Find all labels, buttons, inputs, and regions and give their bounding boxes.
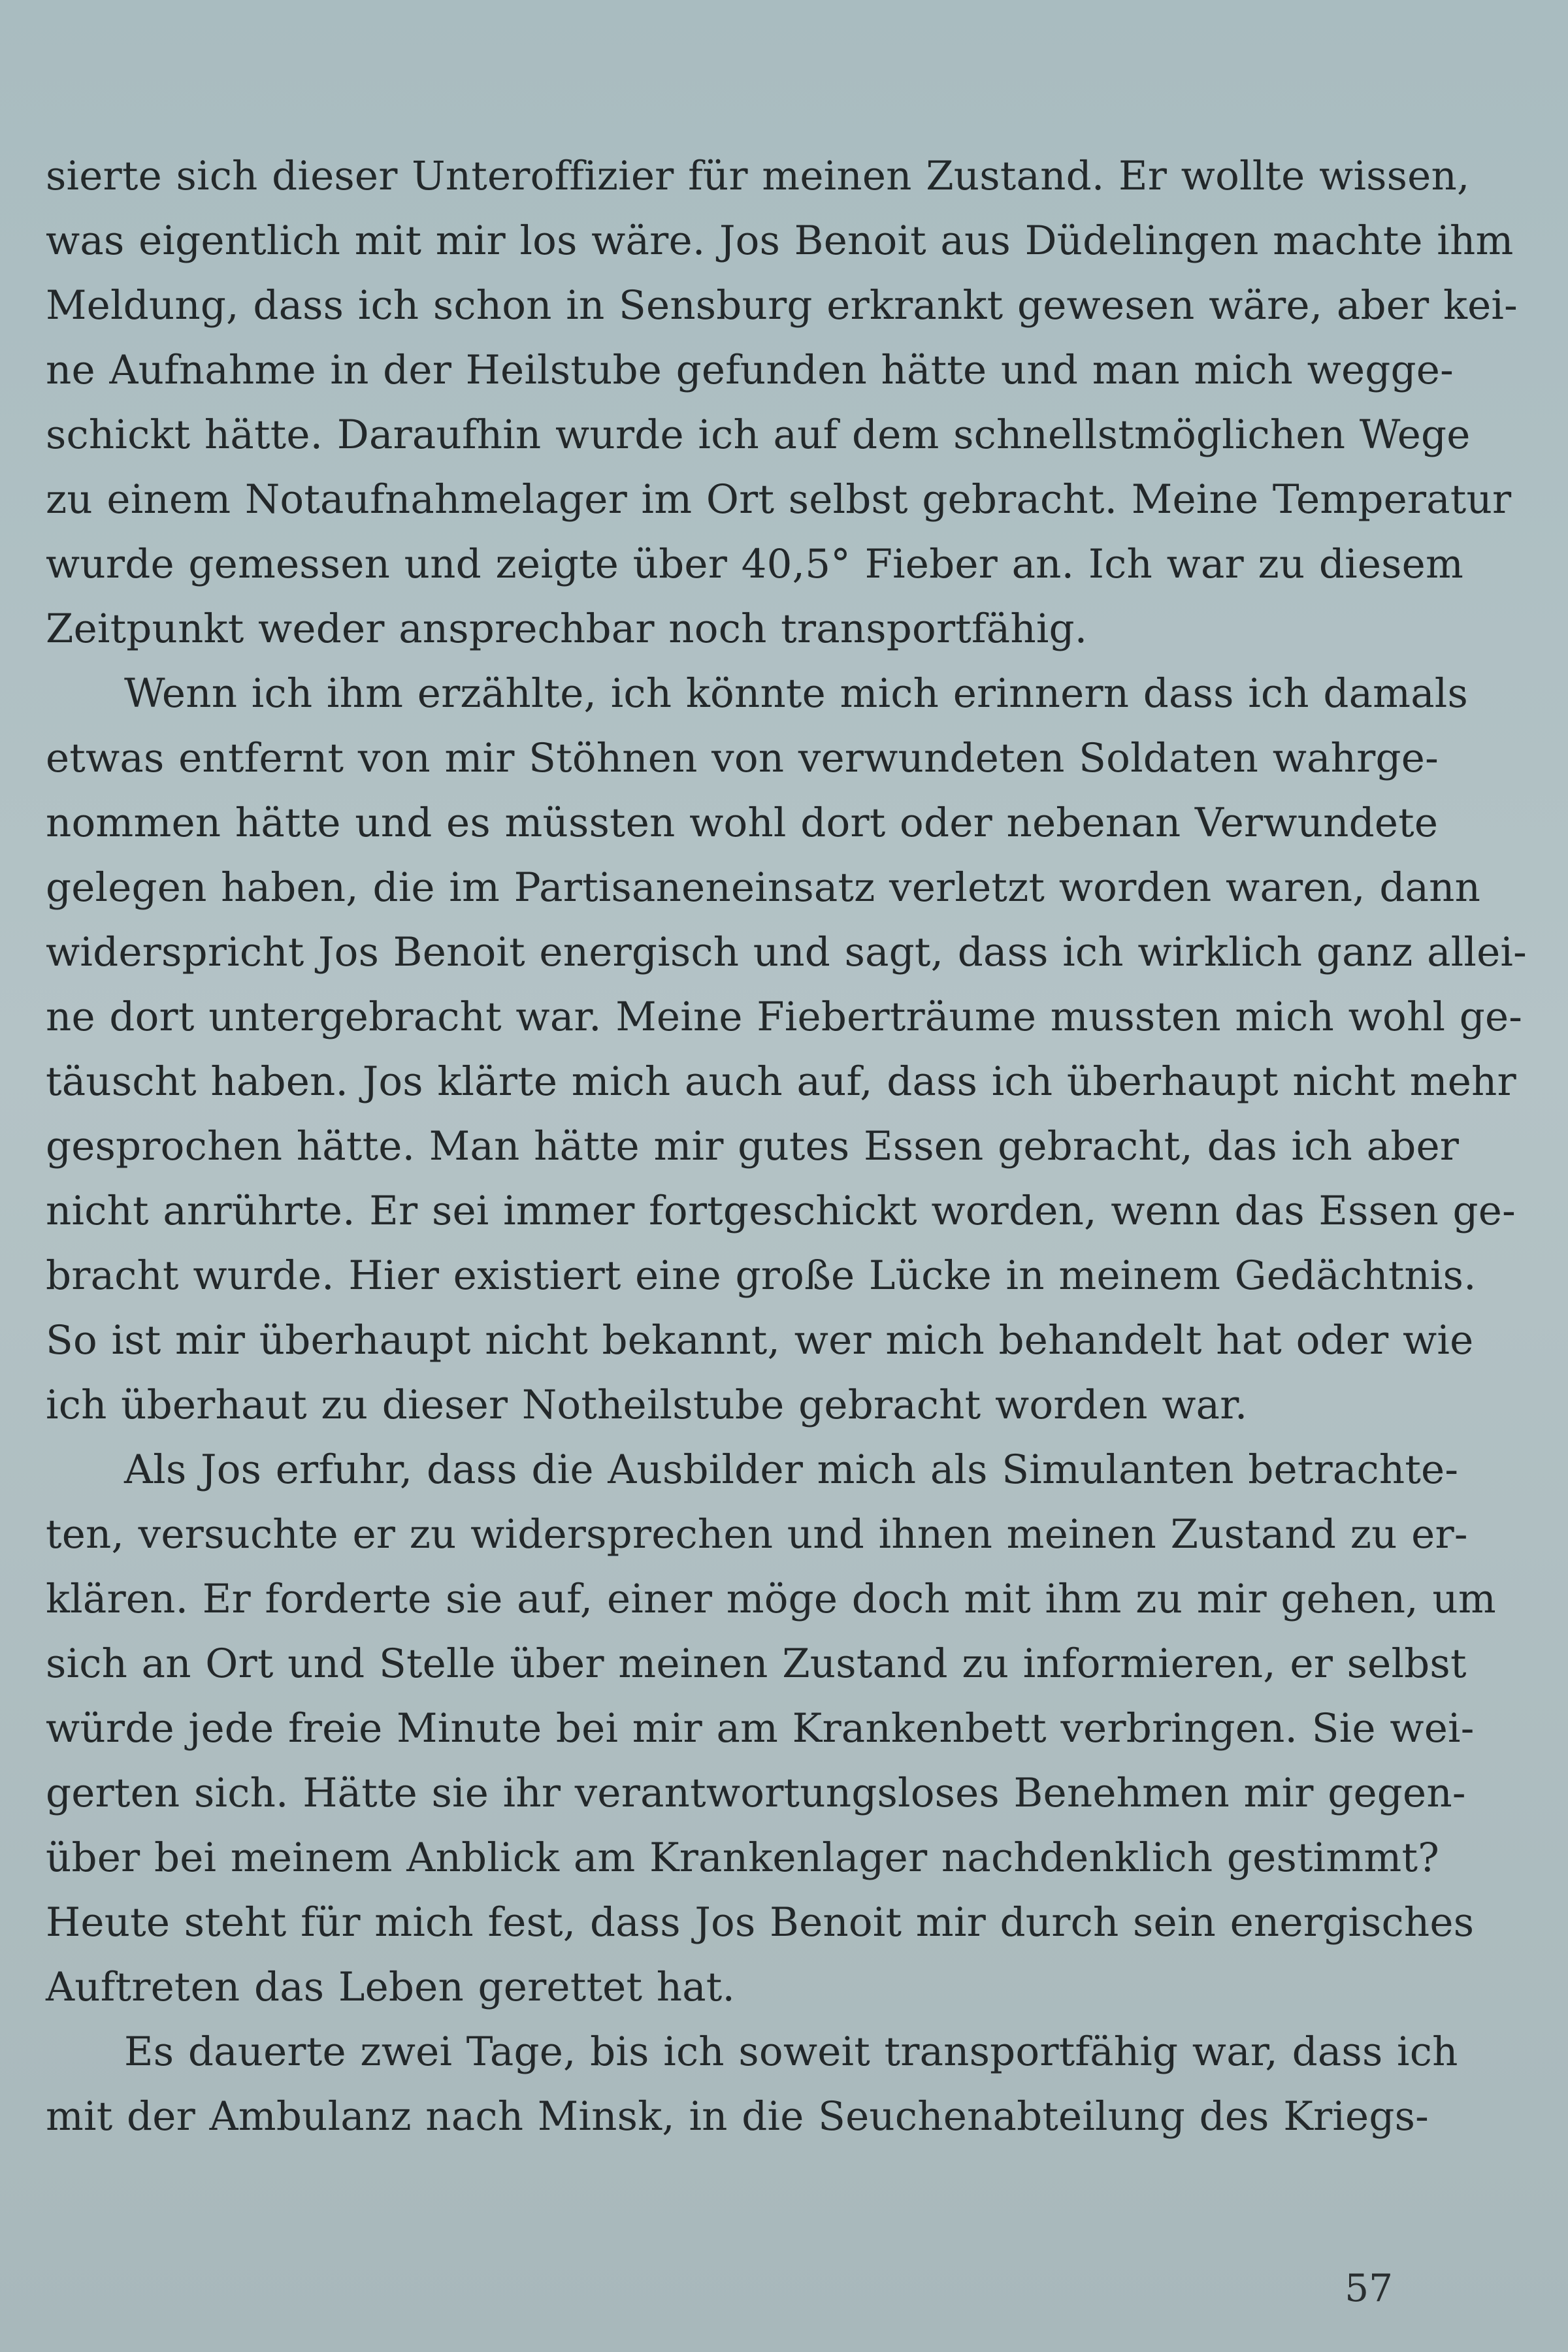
text-line: mit der Ambulanz nach Minsk, in die Seuchenabteilung des Kriegs- xyxy=(46,2093,1429,2140)
text-line: gelegen haben, die im Partisaneneinsatz verletzt worden waren, dann xyxy=(46,864,1481,911)
text-line: was eigentlich mit mir los wäre. Jos Benoit aus Düdelingen machte ihm xyxy=(46,218,1514,264)
text-line: schickt hätte. Daraufhin wurde ich auf dem schnellstmöglichen Wege xyxy=(46,412,1471,458)
text-line: widerspricht Jos Benoit energisch und sagt, dass ich wirklich ganz allei- xyxy=(46,929,1527,975)
book-page-text xyxy=(46,144,1527,2149)
paragraph-2 xyxy=(46,661,1527,1437)
text-line: So ist mir überhaupt nicht bekannt, wer mich behandelt hat oder wie xyxy=(46,1317,1474,1364)
text-line: ne Aufnahme in der Heilstube gefunden hätte und man mich wegge- xyxy=(46,347,1454,393)
text-line: gesprochen hätte. Man hätte mir gutes Essen gebracht, das ich aber xyxy=(46,1123,1460,1169)
text-line: Meldung, dass ich schon in Sensburg erkrankt gewesen wäre, aber kei- xyxy=(46,282,1518,329)
text-line: über bei meinem Anblick am Krankenlager nachdenklich gestimmt? xyxy=(46,1835,1440,1881)
paragraph-1 xyxy=(46,144,1518,661)
page-number: 57 xyxy=(1345,2266,1393,2310)
paragraph-3 xyxy=(46,1437,1496,2019)
text-line: Wenn ich ihm erzählte, ich könnte mich erinnern dass ich damals xyxy=(124,670,1469,717)
text-line: Zeitpunkt weder ansprechbar noch transportfähig. xyxy=(46,606,1088,652)
text-line: Auftreten das Leben gerettet hat. xyxy=(46,1964,736,2010)
text-line: sierte sich dieser Unteroffizier für meinen Zustand. Er wollte wissen, xyxy=(46,153,1470,199)
text-line: wurde gemessen und zeigte über 40,5° Fieber an. Ich war zu diesem xyxy=(46,541,1464,587)
text-line: bracht wurde. Hier existiert eine große Lücke in meinem Gedächtnis. xyxy=(46,1252,1477,1299)
text-line: etwas entfernt von mir Stöhnen von verwundeten Soldaten wahrge- xyxy=(46,735,1439,781)
text-line: sich an Ort und Stelle über meinen Zustand zu informieren, er selbst xyxy=(46,1641,1467,1687)
text-line: Heute steht für mich fest, dass Jos Benoit mir durch sein energisches xyxy=(46,1899,1475,1946)
text-line: klären. Er forderte sie auf, einer möge doch mit ihm zu mir gehen, um xyxy=(46,1576,1496,1622)
text-line: zu einem Notaufnahmelager im Ort selbst gebracht. Meine Temperatur xyxy=(46,476,1512,523)
text-line: täuscht haben. Jos klärte mich auch auf, dass ich überhaupt nicht mehr xyxy=(46,1058,1516,1105)
text-line: gerten sich. Hätte sie ihr verantwortungsloses Benehmen mir gegen- xyxy=(46,1770,1466,1816)
paragraph-4 xyxy=(46,2019,1458,2149)
text-line: Als Jos erfuhr, dass die Ausbilder mich als Simulanten betrachte- xyxy=(124,1446,1459,1493)
text-line: ten, versuchte er zu widersprechen und ihnen meinen Zustand zu er- xyxy=(46,1511,1468,1558)
text-line: ich überhaut zu dieser Notheilstube gebracht worden war. xyxy=(46,1382,1248,1428)
text-line: ne dort untergebracht war. Meine Fieberträume mussten mich wohl ge- xyxy=(46,994,1523,1040)
text-line: nicht anrührte. Er sei immer fortgeschickt worden, wenn das Essen ge- xyxy=(46,1188,1516,1234)
text-line: Es dauerte zwei Tage, bis ich soweit transportfähig war, dass ich xyxy=(124,2029,1458,2075)
text-line: nommen hätte und es müssten wohl dort oder nebenan Verwundete xyxy=(46,800,1439,846)
text-line: würde jede freie Minute bei mir am Krankenbett verbringen. Sie wei- xyxy=(46,1705,1475,1752)
